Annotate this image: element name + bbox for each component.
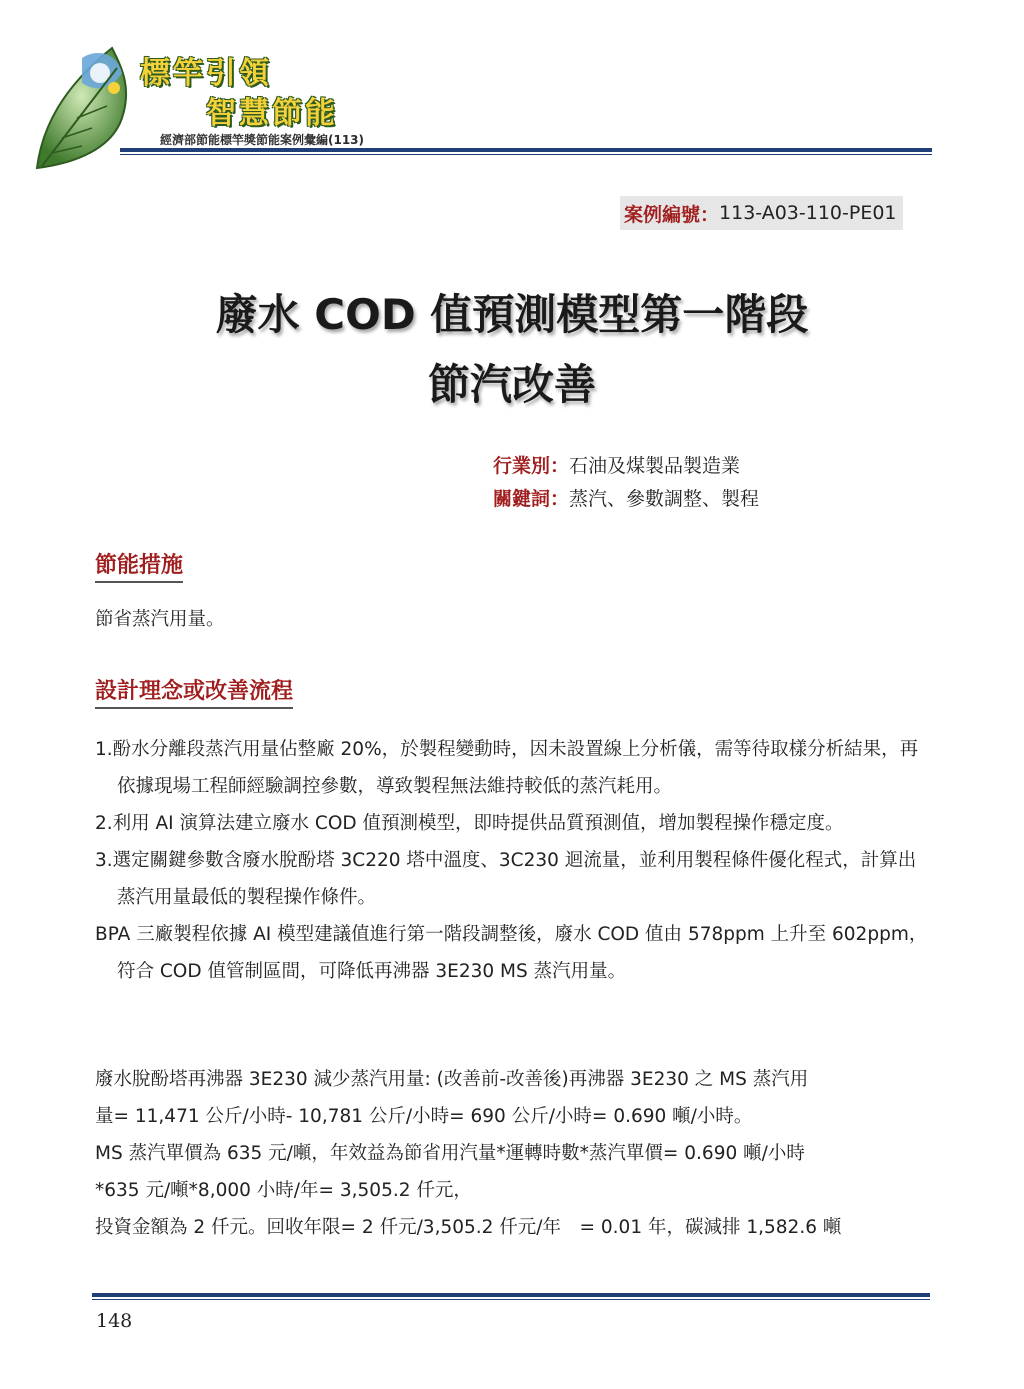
calc-line: MS 蒸汽單價為 635 元/噸，年效益為節省用汽量*運轉時數*蒸汽單價= 0.690 噸/小時 — [95, 1143, 805, 1164]
section-heading-measure: 節能措施 — [95, 548, 183, 583]
header-caption: 經濟部節能標竿獎節能案例彙編(113) — [160, 133, 365, 147]
list-item: 3.選定關鍵參數含廢水脫酚塔 3C220 塔中溫度、3C230 迴流量，並利用製程條件優化程式，計算出蒸汽用量最低的製程操作條件。 — [95, 850, 917, 908]
industry-row — [493, 451, 740, 478]
logo-text-line1: 標竿引領 — [140, 56, 272, 91]
list-item: BPA 三廠製程依據 AI 模型建議值進行第一階段調整後，廢水 COD 值由 578ppm 上升至 602ppm，符合 COD 值管制區間，可降低再沸器 3E230 MS 蒸汽用量。 — [95, 924, 928, 982]
calc-line: 投資金額為 2 仟元。回收年限= 2 仟元/3,505.2 仟元/年 = 0.01 年，碳減排 1,582.6 噸 — [95, 1217, 842, 1238]
keywords-row — [493, 484, 759, 511]
page-title-line1: 廢水 COD 值預測模型第一階段 — [215, 290, 809, 339]
design-list — [95, 731, 933, 990]
header-divider — [120, 148, 932, 152]
industry-value: 石油及煤製品製造業 — [569, 455, 741, 477]
measure-text: 節省蒸汽用量。 — [95, 609, 225, 630]
list-item: 1.酚水分離段蒸汽用量佔整廠 20%，於製程變動時，因未設置線上分析儀，需等待取樣分析結果，再依據現場工程師經驗調控參數，導致製程無法維持較低的蒸汽耗用。 — [95, 739, 919, 797]
calculation-block — [95, 1061, 933, 1246]
logo-text-line2: 智慧節能 — [206, 96, 338, 131]
case-number-label: 案例編號： — [624, 203, 720, 226]
footer-divider — [92, 1293, 930, 1297]
calc-line: 廢水脫酚塔再沸器 3E230 減少蒸汽用量: (改善前-改善後)再沸器 3E230 之 MS 蒸汽用 — [95, 1069, 809, 1090]
keywords-value: 蒸汽、參數調整、製程 — [569, 488, 760, 510]
industry-label: 行業別： — [493, 455, 570, 477]
section-heading-design: 設計理念或改善流程 — [95, 674, 293, 709]
list-item: 2.利用 AI 演算法建立廢水 COD 值預測模型，即時提供品質預測值，增加製程操作穩定度。 — [95, 813, 844, 834]
calc-line: *635 元/噸*8,000 小時/年= 3,505.2 仟元， — [95, 1180, 472, 1201]
page-number: 148 — [96, 1310, 133, 1332]
page-title-line2: 節汽改善 — [427, 360, 596, 409]
calc-line: 量= 11,471 公斤/小時- 10,781 公斤/小時= 690 公斤/小時= 0.690 噸/小時。 — [95, 1106, 753, 1127]
case-number-value: 113-A03-110-PE01 — [719, 202, 897, 224]
keywords-label: 關鍵詞： — [493, 488, 570, 510]
footer-divider-thin — [92, 1299, 930, 1300]
header-divider-thin — [120, 154, 932, 155]
case-number-box — [620, 196, 903, 230]
